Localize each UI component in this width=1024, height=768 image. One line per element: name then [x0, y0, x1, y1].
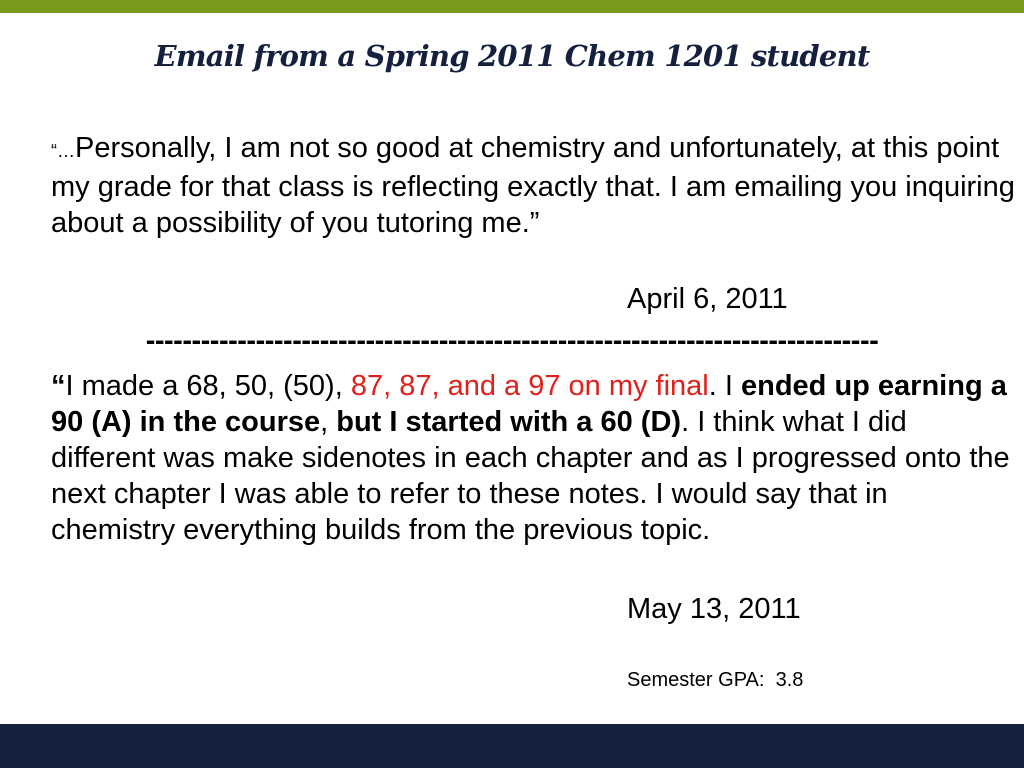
final-grade-bold: ended up earning a 90 (A) in the course: [51, 370, 1007, 438]
starting-grade-bold: but I started with a 60 (D): [336, 406, 682, 438]
quote-april-date: April 6, 2011: [627, 283, 788, 315]
dashed-divider: --------------------------------------------------------------------------------: [145, 325, 879, 357]
final-scores-highlight: 87, 87, and a 97 on my final: [350, 370, 709, 402]
quote-may: [51, 368, 1016, 548]
semester-gpa: Semester GPA: 3.8: [627, 669, 804, 691]
quote-may-text-2: . I: [708, 370, 741, 402]
quote-april-text: Personally, I am not so good at chemistry and unfortunately, at this point my grade for that class is reflecting exactly that. I am emailing you inquiring about a possibility of you tutoring me.”: [51, 132, 1015, 239]
top-accent-bar: [0, 0, 1024, 13]
slide-title: Email from a Spring 2011 Chem 1201 student: [154, 39, 870, 73]
quote-open-mark: “: [51, 370, 66, 402]
quote-may-text-4: . I think what I did different was make sidenotes in each chapter and as I progressed onto the next chapter I was able to refer to these notes. I would say that in chemistry everything builds from the previous topic.: [51, 406, 1010, 546]
bottom-footer-bar: [0, 724, 1024, 768]
quote-may-date: May 13, 2011: [627, 593, 801, 625]
quote-open-mark: “…: [51, 141, 75, 161]
quote-may-text-3: ,: [320, 406, 337, 438]
quote-april: [51, 130, 1016, 241]
quote-may-text-1: I made a 68, 50, (50),: [65, 370, 351, 402]
